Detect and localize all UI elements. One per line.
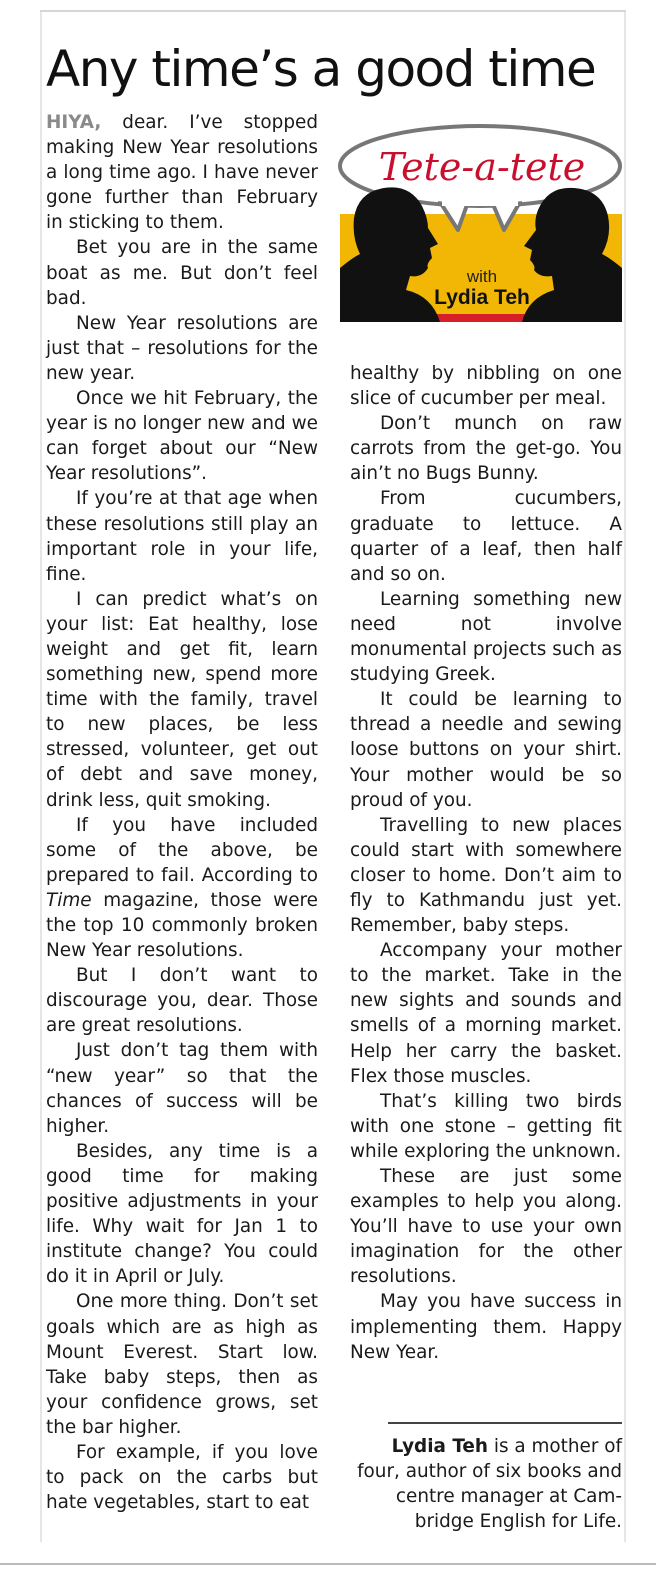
tete-a-tete-logo	[322, 118, 622, 324]
logo-author: Lydia Teh	[434, 286, 530, 309]
paragraph: I can predict what’s on your list: Eat healthy, lose weight and get fit, learn something new, spend more time with the family, travel to new places, be less stressed, volunteer, get out of debt and save money, drink less, quit smoking.	[46, 588, 318, 811]
paragraph: For example, if you love to pack on the carbs but hate vegetables, start to eat	[46, 1441, 318, 1514]
bio-name: Lydia Teh	[391, 1436, 488, 1457]
bio-line: centre manager at Cam-	[395, 1486, 622, 1507]
paragraph: Don’t munch on raw carrots from the get-go. You ain’t no Bugs Bunny.	[350, 413, 622, 485]
logo-title: Tete-a-tete	[378, 145, 586, 189]
paragraph: From cucumbers, graduate to lettuce. A quarter of a leaf, then half and so on.	[350, 488, 622, 585]
bio-line: Lydia Teh is a mother of	[391, 1436, 622, 1457]
left-rule	[40, 12, 42, 1542]
paragraph: Bet you are in the same boat as me. But don’t feel bad.	[46, 237, 318, 309]
headline: Any time’s a good time	[46, 40, 596, 98]
paragraph: New Year resolutions are just that – resolutions for the new year.	[46, 312, 318, 384]
paragraph: If you have included some of the above, be prepared to fail. According to Time magazine, those were the top 10 commonly broken New Year resolutions.	[46, 814, 318, 962]
bio-line: four, author of six books and	[357, 1461, 622, 1482]
paragraph: If you’re at that age when these resolutions still play an important role in your life, fine.	[46, 488, 318, 585]
lead-word: HIYA,	[46, 112, 102, 133]
author-bio	[346, 1434, 622, 1534]
paragraph: Once we hit February, the year is no longer new and we can forget about our “New Year resolutions”.	[46, 388, 318, 485]
paragraph: HIYA, dear. I’ve stopped making New Year resolutions a long time ago. I have never gone further than February in sticking to them.	[46, 112, 318, 234]
paragraph: It could be learning to thread a needle and sewing loose buttons on your shirt. Your mother would be so proud of you.	[350, 689, 622, 811]
paragraph: One more thing. Don’t set goals which are as high as Mount Everest. Start low. Take baby steps, then as your confidence grows, set the bar higher.	[46, 1291, 318, 1438]
bottom-rule	[0, 1563, 656, 1565]
right-rule	[624, 12, 626, 1542]
paragraph: These are just some examples to help you along. You’ll have to use your own imagination for the other resolutions.	[350, 1166, 622, 1288]
paragraph: That’s killing two birds with one stone – getting fit while exploring the unknown.	[350, 1090, 622, 1162]
magazine-name: Time	[46, 889, 92, 911]
column-right	[350, 361, 622, 1365]
paragraph: Accompany your mother to the market. Take in the new sights and sounds and smells of a morning market. Help her carry the basket. Flex those muscles.	[350, 940, 622, 1087]
paragraph: May you have success in implementing them. Happy New Year.	[350, 1291, 622, 1363]
logo-with: with	[466, 267, 498, 286]
paragraph: healthy by nibbling on one slice of cucumber per meal.	[350, 363, 622, 410]
top-rule	[40, 10, 626, 12]
column-left	[46, 110, 318, 1515]
paragraph: Besides, any time is a good time for making positive adjustments in your life. Why wait for Jan 1 to institute change? You could do it in April or July.	[46, 1140, 318, 1288]
paragraph: Learning something new need not involve monumental projects such as studying Greek.	[350, 588, 622, 686]
paragraph: Just don’t tag them with “new year” so that the chances of success will be higher.	[46, 1040, 318, 1137]
bio-divider	[388, 1422, 622, 1424]
paragraph: Travelling to new places could start with somewhere closer to home. Don’t aim to fly to Kathmandu just yet. Remember, baby steps.	[350, 814, 622, 937]
paragraph: But I don’t want to discourage you, dear. Those are great resolutions.	[46, 965, 318, 1037]
bio-line: bridge English for Life.	[414, 1511, 622, 1532]
